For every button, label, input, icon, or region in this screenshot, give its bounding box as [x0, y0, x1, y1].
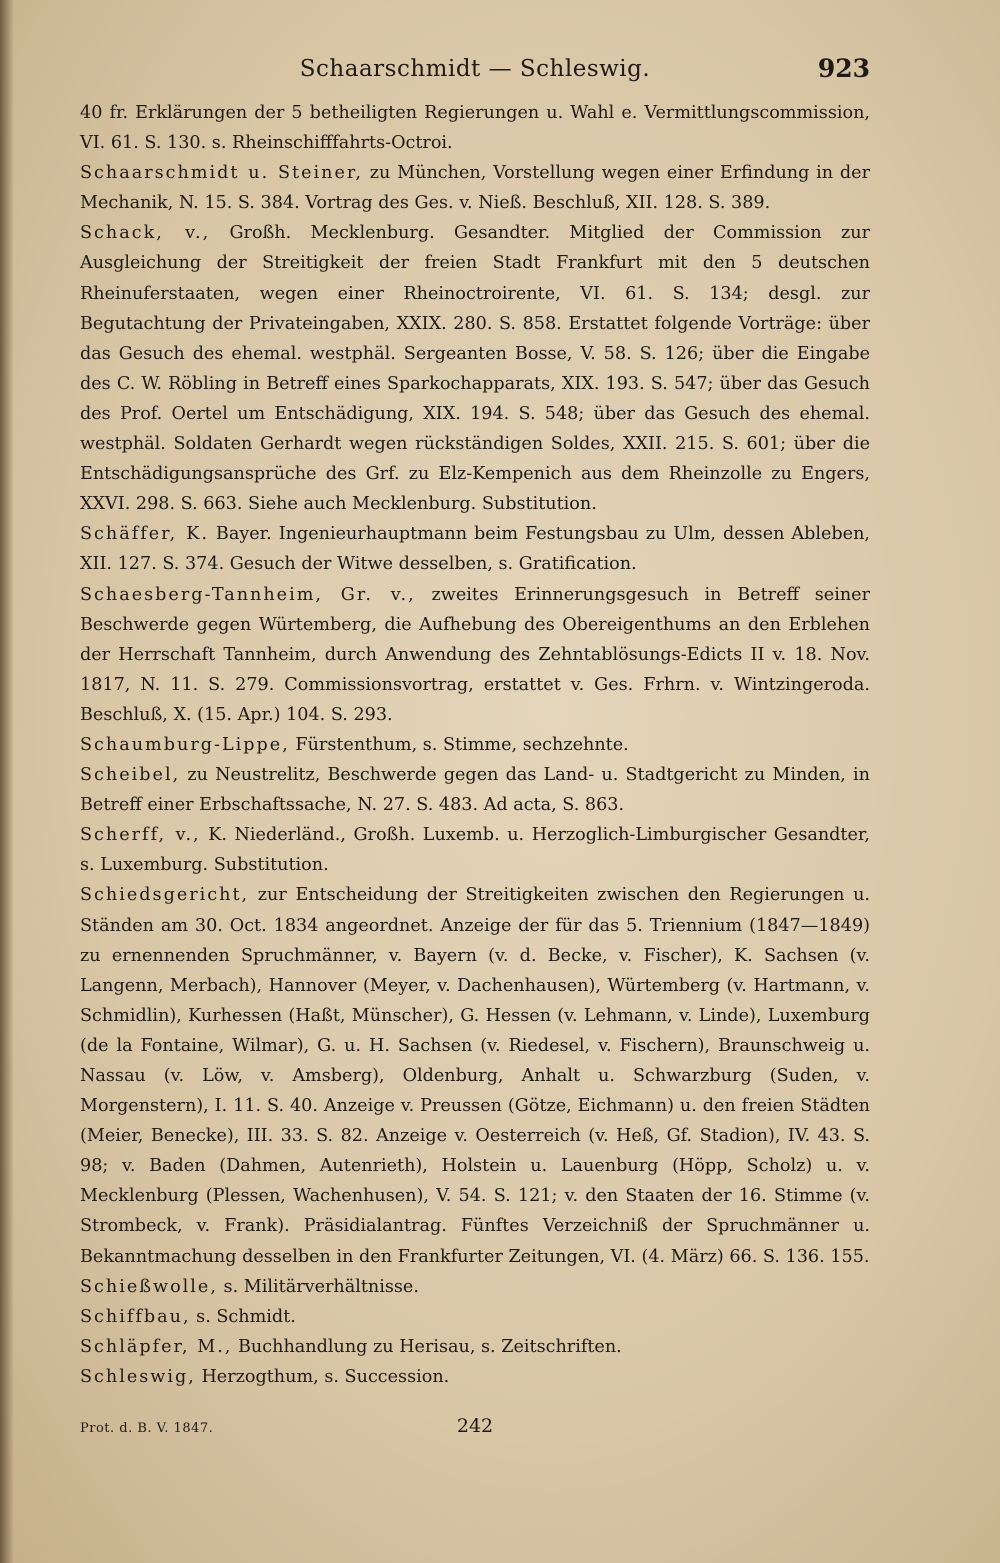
entry-text: s. Schmidt.	[190, 1306, 296, 1327]
index-entry	[80, 580, 870, 730]
index-entry	[80, 98, 870, 158]
index-entry	[80, 1272, 870, 1302]
entry-text: Fürstenthum, s. Stimme, sechzehnte.	[289, 734, 629, 755]
entry-head: Schäffer, K.	[80, 524, 209, 545]
entry-text: Herzogthum, s. Succession.	[195, 1366, 450, 1387]
index-entry	[80, 1302, 870, 1332]
entry-text: Buchhandlung zu Herisau, s. Zeitschriften.	[232, 1336, 622, 1357]
index-entries	[80, 98, 870, 1392]
page-number: 923	[817, 54, 870, 83]
running-title: Schaarschmidt — Schleswig.	[299, 56, 651, 82]
entry-head: Schack, v.,	[80, 223, 211, 244]
entry-head: Schaesberg-Tannheim, Gr. v.,	[80, 584, 416, 605]
entry-text: Bayer. Ingenieurhauptmann beim Festungsbau zu Ulm, dessen Ableben, XII. 127. S. 374. Gesuch der Witwe desselben, s. Gratification.	[80, 524, 871, 575]
index-entry	[80, 730, 870, 760]
entry-head: Schaumburg-Lippe,	[80, 734, 290, 755]
entry-text: zu München, Vorstellung wegen einer Erfindung in der Mechanik, N. 15. S. 384. Vortrag des Ges. v. Nieß. Beschluß, XII. 128. S. 389.	[80, 163, 870, 214]
page-footer	[80, 1415, 870, 1445]
signature-mark: Prot. d. B. V. 1847.	[80, 1421, 214, 1436]
entry-head: Schießwolle,	[80, 1276, 218, 1297]
entry-text: zweites Erinnerungsgesuch in Betreff seiner Beschwerde gegen Würtemberg, die Aufhebung des Obereigenthums an den Erblehen der Herrschaft Tannheim, durch Anwendung des Zehntablösungs-Edicts II v. 18. Nov. 1817, N. 11. S. 279. Commissionsvortrag, erstattet v. Ges. Frhrn. v. Wintzingeroda. Beschluß, X. (15. Apr.) 104. S. 293.	[80, 584, 870, 725]
entry-text: K. Niederländ., Großh. Luxemb. u. Herzoglich-Limburgischer Gesandter, s. Luxemburg. Substitution.	[80, 825, 870, 876]
index-entry	[80, 158, 870, 218]
entry-head: Scherff, v.,	[80, 825, 201, 846]
index-entry	[80, 820, 870, 880]
entry-text: Großh. Mecklenburg. Gesandter. Mitglied der Commission zur Ausgleichung der Streitigkeit der freien Stadt Frankfurt mit den 5 deutschen Rheinuferstaaten, wegen einer Rheinoctroirente, VI. 61. S. 134; desgl. zur Begutachtung der Privateingaben, XXIX. 280. S. 858. Erstattet folgende Vorträge: über das Gesuch des ehemal. westphäl. Sergeanten Bosse, V. 58. S. 126; über die Eingabe des C. W. Röbling in Betreff eines Sparkochapparats, XIX. 193. S. 547; über das Gesuch des Prof. Oertel um Entschädigung, XIX. 194. S. 548; über das Gesuch des ehemal. westphäl. Soldaten Gerhardt wegen rückständigen Soldes, XXII. 215. S. 601; über die Entschädigungsansprüche des Grf. zu Elz-Kempenich aus dem Rheinzolle zu Engers, XXVI. 298. S. 663. Siehe auch Mecklenburg. Substitution.	[80, 223, 870, 515]
entry-text: zur Entscheidung der Streitigkeiten zwischen den Regierungen u. Ständen am 30. Oct. 1834 angeordnet. Anzeige der für das 5. Triennium (1847—1849) zu ernennenden Spruchmänner, v. Bayern (v. d. Becke, v. Fischer), K. Sachsen (v. Langenn, Merbach), Hannover (Meyer, v. Dachenhausen), Würtemberg (v. Hartmann, v. Schmidlin), Kurhessen (Haßt, Münscher), G. Hessen (v. Lehmann, v. Linde), Luxemburg (de la Fontaine, Wilmar), G. u. H. Sachsen (v. Riedesel, v. Fischern), Braunschweig u. Nassau (v. Löw, v. Amsberg), Oldenburg, Anhalt u. Schwarzburg (Suden, v. Morgenstern), I. 11. S. 40. Anzeige v. Preussen (Götze, Eichmann) u. den freien Städten (Meier, Benecke), III. 33. S. 82. Anzeige v. Oesterreich (v. Heß, Gf. Stadion), IV. 43. S. 98; v. Baden (Dahmen, Autenrieth), Holstein u. Lauenburg (Höpp, Scholz) u. v. Mecklenburg (Plessen, Wachenhusen), V. 54. S. 121; v. den Staaten der 16. Stimme (v. Strombeck, v. Frank). Präsidialantrag. Fünftes Verzeichniß der Spruchmänner u. Bekanntmachung desselben in den Frankfurter Zeitungen, VI. (4. März) 66. S. 136. 155.	[80, 885, 870, 1267]
index-entry	[80, 218, 870, 519]
index-entry	[80, 760, 870, 820]
entry-head: Scheibel,	[80, 765, 181, 786]
entry-head: Schaarschmidt u. Steiner,	[80, 163, 363, 184]
page-header	[80, 52, 870, 88]
index-entry	[80, 1332, 870, 1362]
entry-head: Schleswig,	[80, 1366, 196, 1387]
entry-head: Schiffbau,	[80, 1306, 191, 1327]
sheet-number: 242	[456, 1415, 494, 1437]
entry-head: Schläpfer, M.,	[80, 1336, 233, 1357]
gutter-shadow	[0, 0, 14, 1563]
entry-text: zu Neustrelitz, Beschwerde gegen das Land- u. Stadtgericht zu Minden, in Betreff einer Erbschaftssache, N. 27. S. 483. Ad acta, S. 863.	[80, 765, 870, 816]
index-entry	[80, 880, 870, 1271]
index-entry	[80, 519, 870, 579]
entry-text: s. Militärverhältnisse.	[217, 1276, 419, 1297]
index-entry	[80, 1362, 870, 1392]
entry-text: 40 fr. Erklärungen der 5 betheiligten Regierungen u. Wahl e. Vermittlungscommission, VI. 61. S. 130. s. Rheinschifffahrts-Octroi.	[80, 103, 870, 154]
entry-head: Schiedsgericht,	[80, 885, 250, 906]
